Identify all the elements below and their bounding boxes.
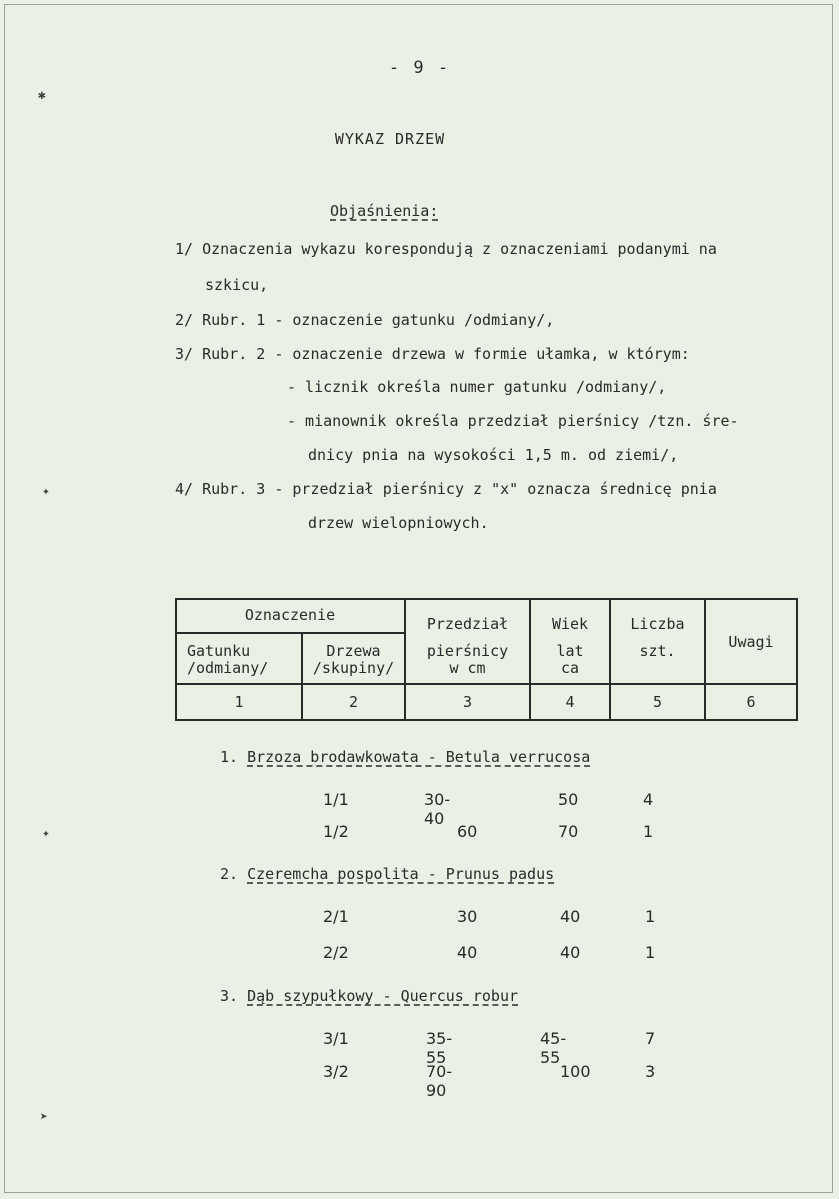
column-number: 2 xyxy=(348,693,359,711)
note-line: - licznik określa numer gatunku /odmiany/, xyxy=(287,378,667,396)
species-heading: 2. Czeremcha pospolita - Prunus padus xyxy=(220,865,555,883)
binder-mark-icon: ✦ xyxy=(42,826,50,841)
header-liczba: Liczba szt. xyxy=(630,615,685,660)
tree-table-header xyxy=(175,598,798,721)
header-gatunku: Gatunku /odmiany/ xyxy=(187,642,269,677)
binder-mark-icon: ✦ xyxy=(42,484,50,499)
column-number: 4 xyxy=(565,693,575,711)
species-heading: 1. Brzoza brodawkowata - Betula verrucosa xyxy=(220,748,591,766)
note-line: 2/ Rubr. 1 - oznaczenie gatunku /odmiany/, xyxy=(175,311,555,329)
note-line: - mianownik określa przedział pierśnicy /tzn. śre- xyxy=(287,412,739,430)
header-wiek: Wiek lat ca xyxy=(551,615,589,677)
document-title: WYKAZ DRZEW xyxy=(334,130,446,148)
column-number: 1 xyxy=(234,693,244,711)
explanations-heading: Objaśnienia: xyxy=(330,202,439,220)
species-heading: 3. Dąb szypułkowy - Quercus robur xyxy=(220,987,519,1005)
note-line: dnicy pnia na wysokości 1,5 m. od ziemi/, xyxy=(308,446,679,464)
note-line: szkicu, xyxy=(205,276,269,294)
page-number: - 9 - xyxy=(388,58,451,78)
header-drzewa: Drzewa /skupiny/ xyxy=(312,642,395,677)
note-line: 3/ Rubr. 2 - oznaczenie drzewa w formie ułamka, w którym: xyxy=(175,345,690,363)
column-number: 3 xyxy=(462,693,473,711)
binder-mark-icon: ✱ xyxy=(38,88,46,103)
note-line: 4/ Rubr. 3 - przedział pierśnicy z "x" oznacza średnicę pnia xyxy=(175,480,717,498)
note-line: 1/ Oznaczenia wykazu korespondują z oznaczeniami podanymi na xyxy=(175,240,717,258)
header-uwagi: Uwagi xyxy=(728,633,774,651)
note-line: drzew wielopniowych. xyxy=(308,514,489,532)
header-przedzial: Przedział pierśnicy w cm xyxy=(426,615,509,677)
binder-mark-icon: ➤ xyxy=(40,1110,48,1125)
column-number: 5 xyxy=(652,693,663,711)
column-number: 6 xyxy=(746,693,756,711)
header-oznaczenie: Oznaczenie xyxy=(244,606,336,624)
